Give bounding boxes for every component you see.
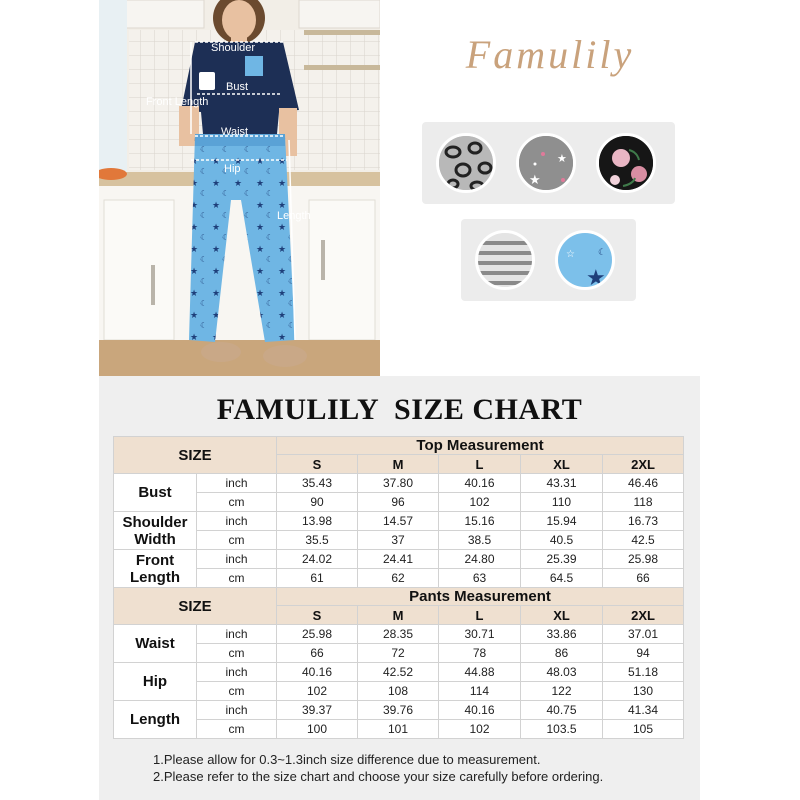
size-header-top: SIZE [114,437,277,474]
table-cell: 51.18 [603,663,684,682]
table-cell: 103.5 [521,720,603,739]
size-col-header: M [358,606,439,625]
table-cell: 43.31 [521,474,603,493]
size-col-header: XL [521,606,603,625]
table-cell: 28.35 [358,625,439,644]
table-cell: 16.73 [603,512,684,531]
table-cell: 40.75 [521,701,603,720]
unit-cm: cm [197,569,277,588]
size-col-header: 2XL [603,606,684,625]
table-cell: 38.5 [439,531,521,550]
table-cell: 15.16 [439,512,521,531]
size-chart-table [113,436,684,739]
table-cell: 61 [277,569,358,588]
table-cell: 64.5 [521,569,603,588]
table-cell: 25.98 [603,550,684,569]
size-col-header: L [439,455,521,474]
unit-cm: cm [197,493,277,512]
table-cell: 40.16 [439,474,521,493]
row-label-bust: Bust [114,474,197,512]
row-label-shoulder-width: Shoulder Width [114,512,197,550]
size-header-pants: SIZE [114,588,277,625]
table-cell: 63 [439,569,521,588]
label-length: Length [277,210,311,222]
table-cell: 33.86 [521,625,603,644]
blue-stars-swatch[interactable] [555,230,615,290]
table-cell: 39.37 [277,701,358,720]
table-cell: 37.80 [358,474,439,493]
unit-inch: inch [197,663,277,682]
table-cell: 40.5 [521,531,603,550]
note-line: 1.Please allow for 0.3~1.3inch size difference due to measurement. [153,752,541,767]
table-cell: 94 [603,644,684,663]
table-cell: 39.76 [358,701,439,720]
top-measurement-heading: Top Measurement [277,437,684,455]
label-waist: Waist [221,126,249,138]
table-cell: 40.16 [439,701,521,720]
table-cell: 25.39 [521,550,603,569]
table-cell: 100 [277,720,358,739]
size-col-header: S [277,606,358,625]
brand-logo [430,20,670,90]
svg-text:★: ★ [557,153,567,165]
table-cell: 25.98 [277,625,358,644]
table-cell: 105 [603,720,684,739]
table-cell: 86 [521,644,603,663]
table-cell: 48.03 [521,663,603,682]
swatch-panel-bottom [461,219,636,301]
svg-text:★: ★ [586,265,606,290]
table-cell: 102 [439,720,521,739]
size-col-header: M [358,455,439,474]
table-cell: 37.01 [603,625,684,644]
table-cell: 46.46 [603,474,684,493]
table-cell: 40.16 [277,663,358,682]
table-cell: 118 [603,493,684,512]
table-cell: 15.94 [521,512,603,531]
table-cell: 90 [277,493,358,512]
gray-stripes-swatch[interactable] [475,230,535,290]
table-cell: 42.52 [358,663,439,682]
table-cell: 114 [439,682,521,701]
table-cell: 30.71 [439,625,521,644]
unit-cm: cm [197,644,277,663]
table-cell: 102 [277,682,358,701]
gray-stars-swatch[interactable] [516,133,576,193]
svg-text:☆: ☆ [566,249,575,260]
swatch-panel-top [422,122,675,204]
table-cell: 102 [439,493,521,512]
unit-cm: cm [197,720,277,739]
svg-text:★: ★ [529,172,541,187]
svg-text:☾: ☾ [598,247,607,257]
table-cell: 24.80 [439,550,521,569]
size-chart-title: FAMULILY SIZE CHART [216,393,583,426]
table-cell: 37 [358,531,439,550]
row-label-hip: Hip [114,663,197,701]
table-cell: 96 [358,493,439,512]
table-cell: 62 [358,569,439,588]
table-cell: 66 [277,644,358,663]
row-label-front-length: Front Length [114,550,197,588]
product-photo [99,0,380,376]
table-cell: 24.02 [277,550,358,569]
table-cell: 35.43 [277,474,358,493]
label-bust: Bust [226,81,249,93]
size-col-header: S [277,455,358,474]
black-floral-swatch[interactable] [596,133,656,193]
table-cell: 122 [521,682,603,701]
size-col-header: XL [521,455,603,474]
unit-inch: inch [197,625,277,644]
table-cell: 42.5 [603,531,684,550]
note-line: 2.Please refer to the size chart and choose your size carefully before ordering. [153,769,604,784]
table-cell: 35.5 [277,531,358,550]
table-cell: 24.41 [358,550,439,569]
table-cell: 130 [603,682,684,701]
unit-cm: cm [197,531,277,550]
table-cell: 41.34 [603,701,684,720]
unit-inch: inch [197,474,277,493]
leopard-print-swatch[interactable] [436,133,496,193]
model-illustration [99,0,380,376]
pants-measurement-heading: Pants Measurement [277,588,684,606]
table-cell: 44.88 [439,663,521,682]
label-front-length: Front Length [146,96,209,108]
table-cell: 72 [358,644,439,663]
table-cell: 78 [439,644,521,663]
row-label-waist: Waist [114,625,197,663]
label-hip: Hip [224,163,241,175]
size-col-header: L [439,606,521,625]
unit-cm: cm [197,682,277,701]
label-shoulder: Shoulder [211,42,256,54]
unit-inch: inch [197,550,277,569]
table-cell: 13.98 [277,512,358,531]
size-col-header: 2XL [603,455,684,474]
table-cell: 110 [521,493,603,512]
table-cell: 14.57 [358,512,439,531]
table-cell: 66 [603,569,684,588]
table-cell: 101 [358,720,439,739]
size-notes [153,751,603,785]
svg-text:Famulily: Famulily [465,32,635,77]
row-label-length: Length [114,701,197,739]
unit-inch: inch [197,512,277,531]
table-cell: 108 [358,682,439,701]
unit-inch: inch [197,701,277,720]
